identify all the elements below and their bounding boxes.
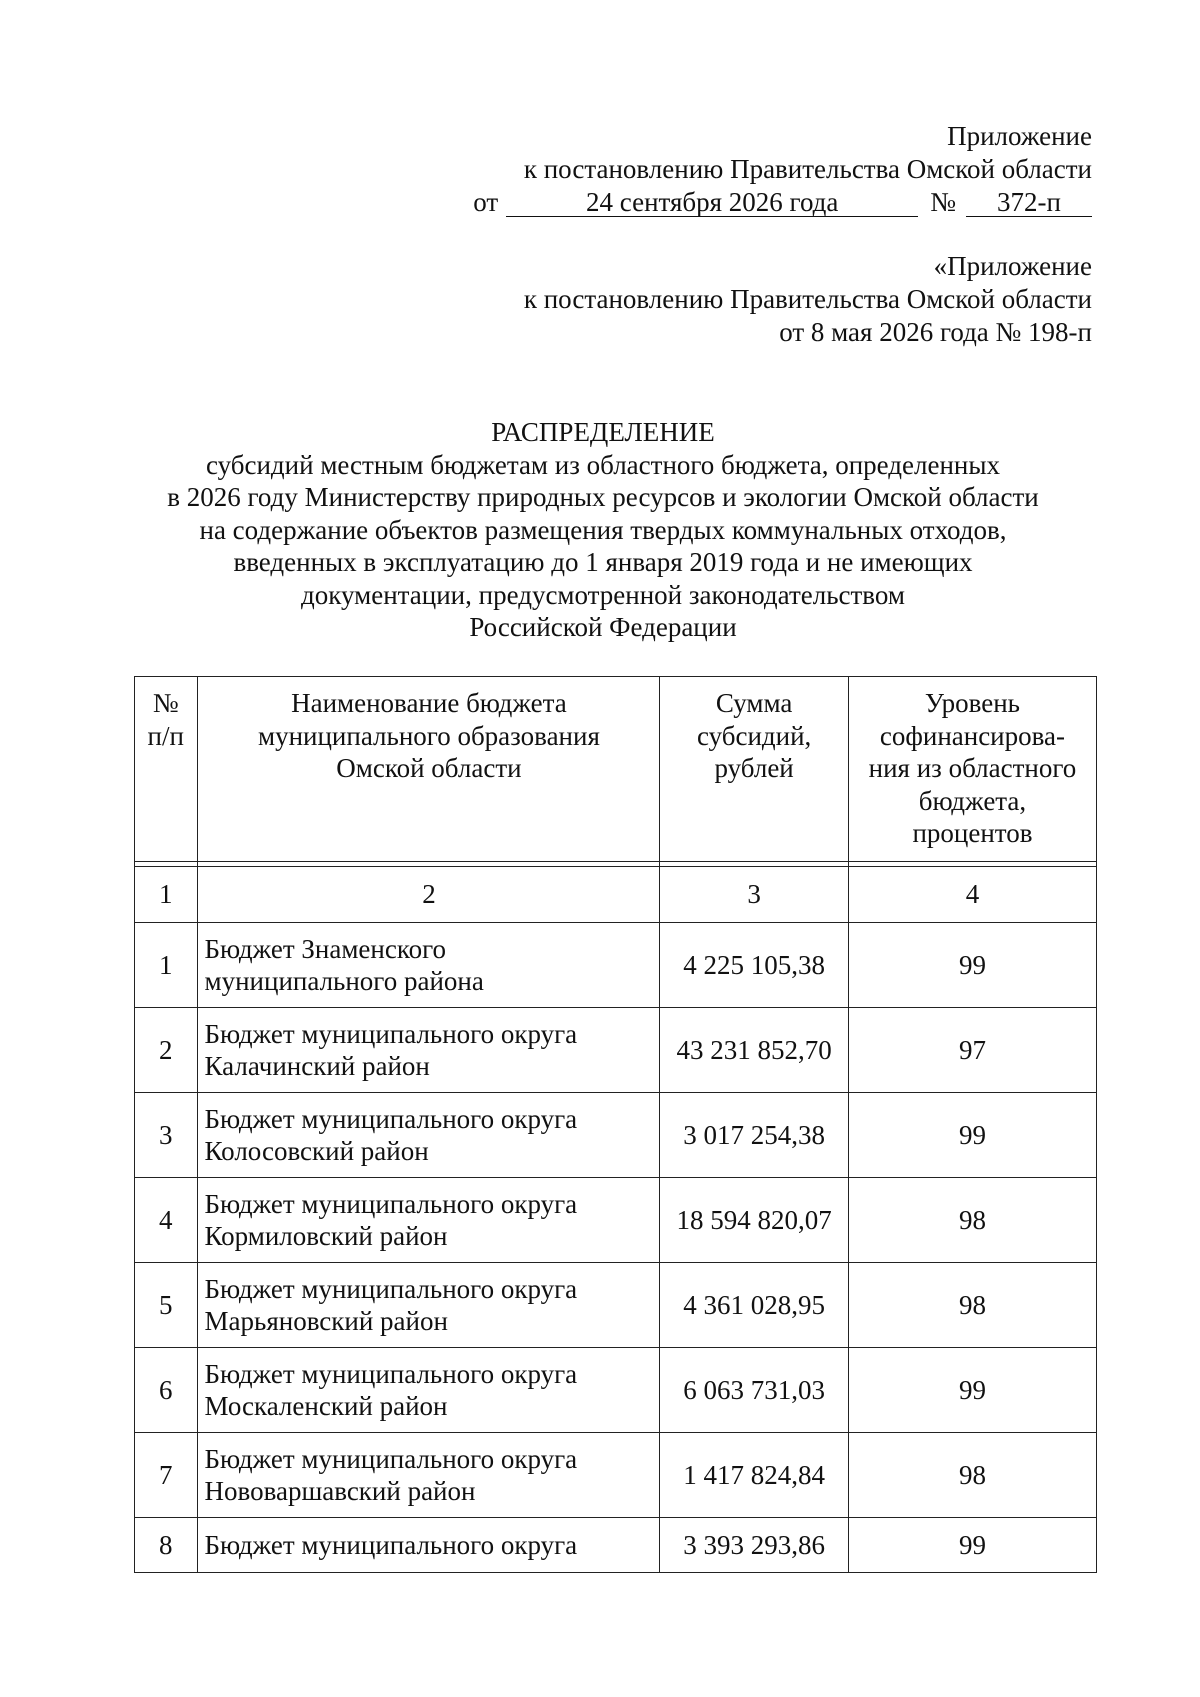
resolution-date: 24 сентября 2026 года (506, 188, 918, 217)
subsidy-table (134, 676, 1097, 1573)
budget-name-line: Бюджет муниципального округа (204, 1103, 578, 1134)
budget-name-line: Москаленский район (204, 1391, 448, 1421)
budget-name (197, 923, 660, 1008)
budget-name-line: Бюджет муниципального округа (204, 1443, 578, 1474)
column-number: 3 (660, 867, 849, 923)
header-subsidy-sum: Сумма субсидий, рублей (660, 677, 849, 862)
table-row (135, 1178, 1097, 1263)
budget-name (197, 1093, 660, 1178)
cofinancing-level: 99 (848, 1093, 1096, 1178)
budget-name (197, 1518, 660, 1573)
budget-name (197, 1433, 660, 1518)
table-header-row (135, 677, 1097, 862)
budget-name (197, 1263, 660, 1348)
header-number: № п/п (135, 677, 198, 862)
original-resolution-date: от 8 мая 2026 года № 198-п (779, 317, 1092, 347)
row-number: 3 (135, 1093, 198, 1178)
row-number: 4 (135, 1178, 198, 1263)
appendix-resolution-line: к постановлению Правительства Омской области (523, 154, 1092, 184)
date-prefix: от (473, 187, 499, 217)
title-line: введенных в эксплуатацию до 1 января 2019 года и не имеющих (233, 547, 973, 577)
subsidy-sum: 3 393 293,86 (660, 1518, 849, 1573)
title-line: на содержание объектов размещения твердых коммунальных отходов, (199, 514, 1007, 545)
table-row (135, 1518, 1097, 1573)
table-row (135, 1433, 1097, 1518)
appendix-header (473, 120, 1092, 219)
budget-name-line: Бюджет муниципального округа (204, 1018, 578, 1049)
budget-name-line: муниципального района (204, 966, 484, 996)
header-cofinancing-level: Уровень софинансирова- ния из областного бюджета, процентов (848, 677, 1096, 862)
column-number: 4 (848, 867, 1096, 923)
column-number-row (135, 867, 1097, 923)
budget-name (197, 1348, 660, 1433)
cofinancing-level: 97 (848, 1008, 1096, 1093)
budget-name-line: Кормиловский район (204, 1221, 448, 1251)
row-number: 7 (135, 1433, 198, 1518)
appendix-date-line (473, 186, 1092, 219)
budget-name-line: Бюджет муниципального округа (204, 1358, 578, 1389)
subsidy-sum: 3 017 254,38 (660, 1093, 849, 1178)
budget-name-line: Бюджет муниципального округа (204, 1529, 578, 1560)
number-sign: № (930, 187, 956, 217)
resolution-number: 372-п (966, 188, 1092, 217)
title-line: документации, предусмотренной законодательством (301, 579, 905, 610)
budget-name (197, 1178, 660, 1263)
subsidy-sum: 6 063 731,03 (660, 1348, 849, 1433)
budget-name-line: Бюджет Знаменского (204, 933, 446, 964)
row-number: 5 (135, 1263, 198, 1348)
subsidy-sum: 1 417 824,84 (660, 1433, 849, 1518)
row-number: 1 (135, 923, 198, 1008)
cofinancing-level: 98 (848, 1178, 1096, 1263)
budget-name-line: Калачинский район (204, 1051, 430, 1081)
title-line: в 2026 году Министерству природных ресурсов и экологии Омской области (167, 482, 1039, 512)
cofinancing-level: 99 (848, 1518, 1096, 1573)
title-line: субсидий местным бюджетам из областного бюджета, определенных (205, 449, 1001, 480)
header-budget-name: Наименование бюджета муниципального образования Омской области (197, 677, 660, 862)
subsidy-sum: 43 231 852,70 (660, 1008, 849, 1093)
budget-name (197, 1008, 660, 1093)
cofinancing-level: 98 (848, 1433, 1096, 1518)
subsidy-sum: 4 361 028,95 (660, 1263, 849, 1348)
row-number: 8 (135, 1518, 198, 1573)
document-heading: РАСПРЕДЕЛЕНИЕ (491, 417, 715, 447)
cofinancing-level: 98 (848, 1263, 1096, 1348)
row-number: 2 (135, 1008, 198, 1093)
column-number: 1 (135, 867, 198, 923)
document-title (110, 416, 1096, 644)
row-number: 6 (135, 1348, 198, 1433)
column-number: 2 (197, 867, 660, 923)
table-row (135, 1348, 1097, 1433)
table-row (135, 1008, 1097, 1093)
budget-name-line: Колосовский район (204, 1136, 429, 1166)
cofinancing-level: 99 (848, 923, 1096, 1008)
budget-name-line: Бюджет муниципального округа (204, 1188, 578, 1219)
subsidy-sum: 18 594 820,07 (660, 1178, 849, 1263)
appendix-title: Приложение (947, 121, 1092, 151)
budget-name-line: Нововаршавский район (204, 1476, 476, 1506)
table-row (135, 923, 1097, 1008)
budget-name-line: Бюджет муниципального округа (204, 1273, 578, 1304)
original-resolution-line: к постановлению Правительства Омской области (523, 284, 1092, 314)
subsidy-sum: 4 225 105,38 (660, 923, 849, 1008)
cofinancing-level: 99 (848, 1348, 1096, 1433)
original-appendix-title: «Приложение (933, 251, 1092, 281)
title-line: Российской Федерации (469, 612, 737, 642)
table-row (135, 1093, 1097, 1178)
budget-name-line: Марьяновский район (204, 1306, 448, 1336)
table-row (135, 1263, 1097, 1348)
original-appendix-header (524, 250, 1092, 349)
